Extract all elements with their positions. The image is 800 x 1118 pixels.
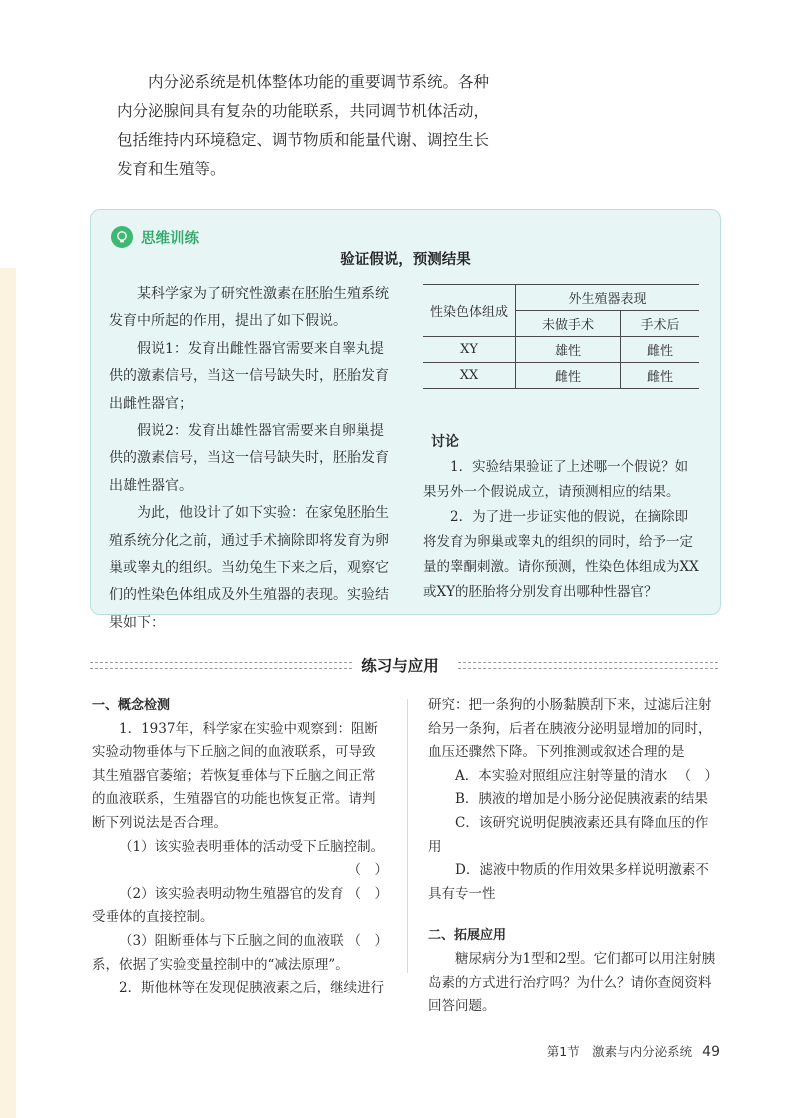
exercise-left-column — [92, 694, 388, 1001]
exercise-right-column — [428, 694, 718, 1019]
section-title: 练习与应用 — [361, 657, 439, 675]
question-1: 1．1937年，科学家在实验中观察到：阻断实验动物垂体与下丘脑之间的血液联系，可导致其生殖器官萎缩；若恢复垂体与下丘脑之间正常的血液联系，生殖器官的功能也恢复正常。请判断下列说法是否合理。 — [92, 720, 378, 831]
option-b: B．胰液的增加是小肠分泌促胰液素的结果 — [455, 791, 708, 808]
brain-bulb-icon — [111, 226, 133, 248]
answer-paren: （ ） — [347, 932, 388, 949]
discussion-item: 1．实验结果验证了上述哪一个假说？如果另外一个假说成立，请预测相应的结果。 — [423, 459, 689, 500]
no-surgery-header: 未做手术 — [516, 311, 621, 337]
box-paragraph: 假说1：发育出雌性器官需要来自睾丸提供的激素信号，当这一信号缺失时，胚胎发育出雌性器官； — [109, 340, 389, 412]
results-table — [423, 284, 699, 389]
concept-check-heading: 一、概念检测 — [92, 698, 171, 713]
after-surgery-header: 手术后 — [621, 311, 699, 337]
hypothesis-text — [109, 281, 391, 637]
table-row — [423, 337, 699, 363]
box-header — [111, 226, 199, 248]
question-1-item: （ ） （3）阻断垂体与下丘脑之间的血液联系，依据了实验变量控制中的“减法原理”。 — [92, 930, 388, 977]
answer-paren: （ ） — [347, 885, 388, 902]
box-tag: 思维训练 — [141, 230, 199, 247]
after-surgery-cell: 雌性 — [621, 363, 699, 389]
chromosome-cell: XX — [423, 363, 516, 389]
discussion-heading: 讨论 — [431, 434, 459, 450]
answer-paren: （ ） — [677, 767, 718, 784]
chromosome-header: 性染色体组成 — [423, 285, 516, 337]
box-paragraph: 某科学家为了研究性激素在胚胎生殖系统发育中所起的作用，提出了如下假说。 — [109, 286, 389, 330]
intro-paragraph — [117, 68, 497, 184]
no-surgery-cell: 雄性 — [516, 337, 621, 363]
answer-slot — [92, 859, 388, 883]
question-2-continued: 研究：把一条狗的小肠黏膜刮下来，过滤后注射给另一条狗，后者在胰液分泌明显增加的同时，血压还骤然下降。下列推测或叙述合理的是 （ ） — [428, 694, 718, 765]
option-a: A．本实验对照组应注射等量的清水 — [455, 767, 668, 784]
table-header-row — [423, 285, 699, 311]
answer-paren: （ ） — [347, 862, 388, 879]
question-1-item: （1）该实验表明垂体的活动受下丘脑控制。 — [119, 838, 385, 855]
no-surgery-cell: 雌性 — [516, 363, 621, 389]
table-row — [423, 363, 699, 389]
discussion-item: 2．为了进一步证实他的假说，在摘除即将发育为卵巢或睾丸的组织的同时，给予一定量的睾酮刺激。请你预测，性染色体组成为XX或XY的胚胎将分别发育出哪种性器官？ — [423, 509, 699, 600]
page-number: 49 — [702, 1044, 720, 1060]
option-c: C．该研究说明促胰液素还具有降血压的作用 — [428, 814, 709, 855]
question-2-start: 2．斯他林等在发现促胰液素之后，继续进行 — [119, 980, 385, 997]
footer-section: 第1节 激素与内分泌系统 — [546, 1044, 693, 1059]
page-footer — [547, 1042, 720, 1060]
intro-text: 内分泌系统是机体整体功能的重要调节系统。各种内分泌腺间具有复杂的功能联系，共同调节机体活动，包括维持内环境稳定、调节物质和能量代谢、调控生长发育和生殖等。 — [117, 73, 490, 178]
after-surgery-cell: 雌性 — [621, 337, 699, 363]
extension-heading: 二、拓展应用 — [428, 928, 507, 944]
discussion — [423, 430, 701, 605]
chromosome-cell: XY — [423, 337, 516, 363]
genitalia-header: 外生殖器表现 — [516, 285, 700, 311]
question-1-item: （ ） （2）该实验表明动物生殖器官的发育受垂体的直接控制。 — [92, 883, 388, 930]
box-paragraph: 假说2：发育出雄性器官需要来自卵巢提供的激素信号，当这一信号缺失时，胚胎发育出雄性器官。 — [109, 423, 389, 494]
box-title: 验证假说，预测结果 — [340, 252, 471, 268]
column-divider — [407, 699, 408, 973]
box-paragraph: 为此，他设计了如下实验：在家兔胚胎生殖系统分化之前，通过手术摘除即将发育为卵巢或睾丸的组织。当幼兔生下来之后，观察它们的性染色体组成及外生殖器的表现。实验结果如下： — [109, 505, 389, 631]
thinking-training-box — [90, 209, 721, 631]
extension-question: 糖尿病分为1型和2型。它们都可以用注射胰岛素的方式进行治疗吗？为什么？请你查阅资料回答问题。 — [428, 950, 716, 1015]
option-d: D．滤液中物质的作用效果多样说明激素不具有专一性 — [428, 862, 709, 902]
page-edge-strip — [0, 268, 16, 1118]
